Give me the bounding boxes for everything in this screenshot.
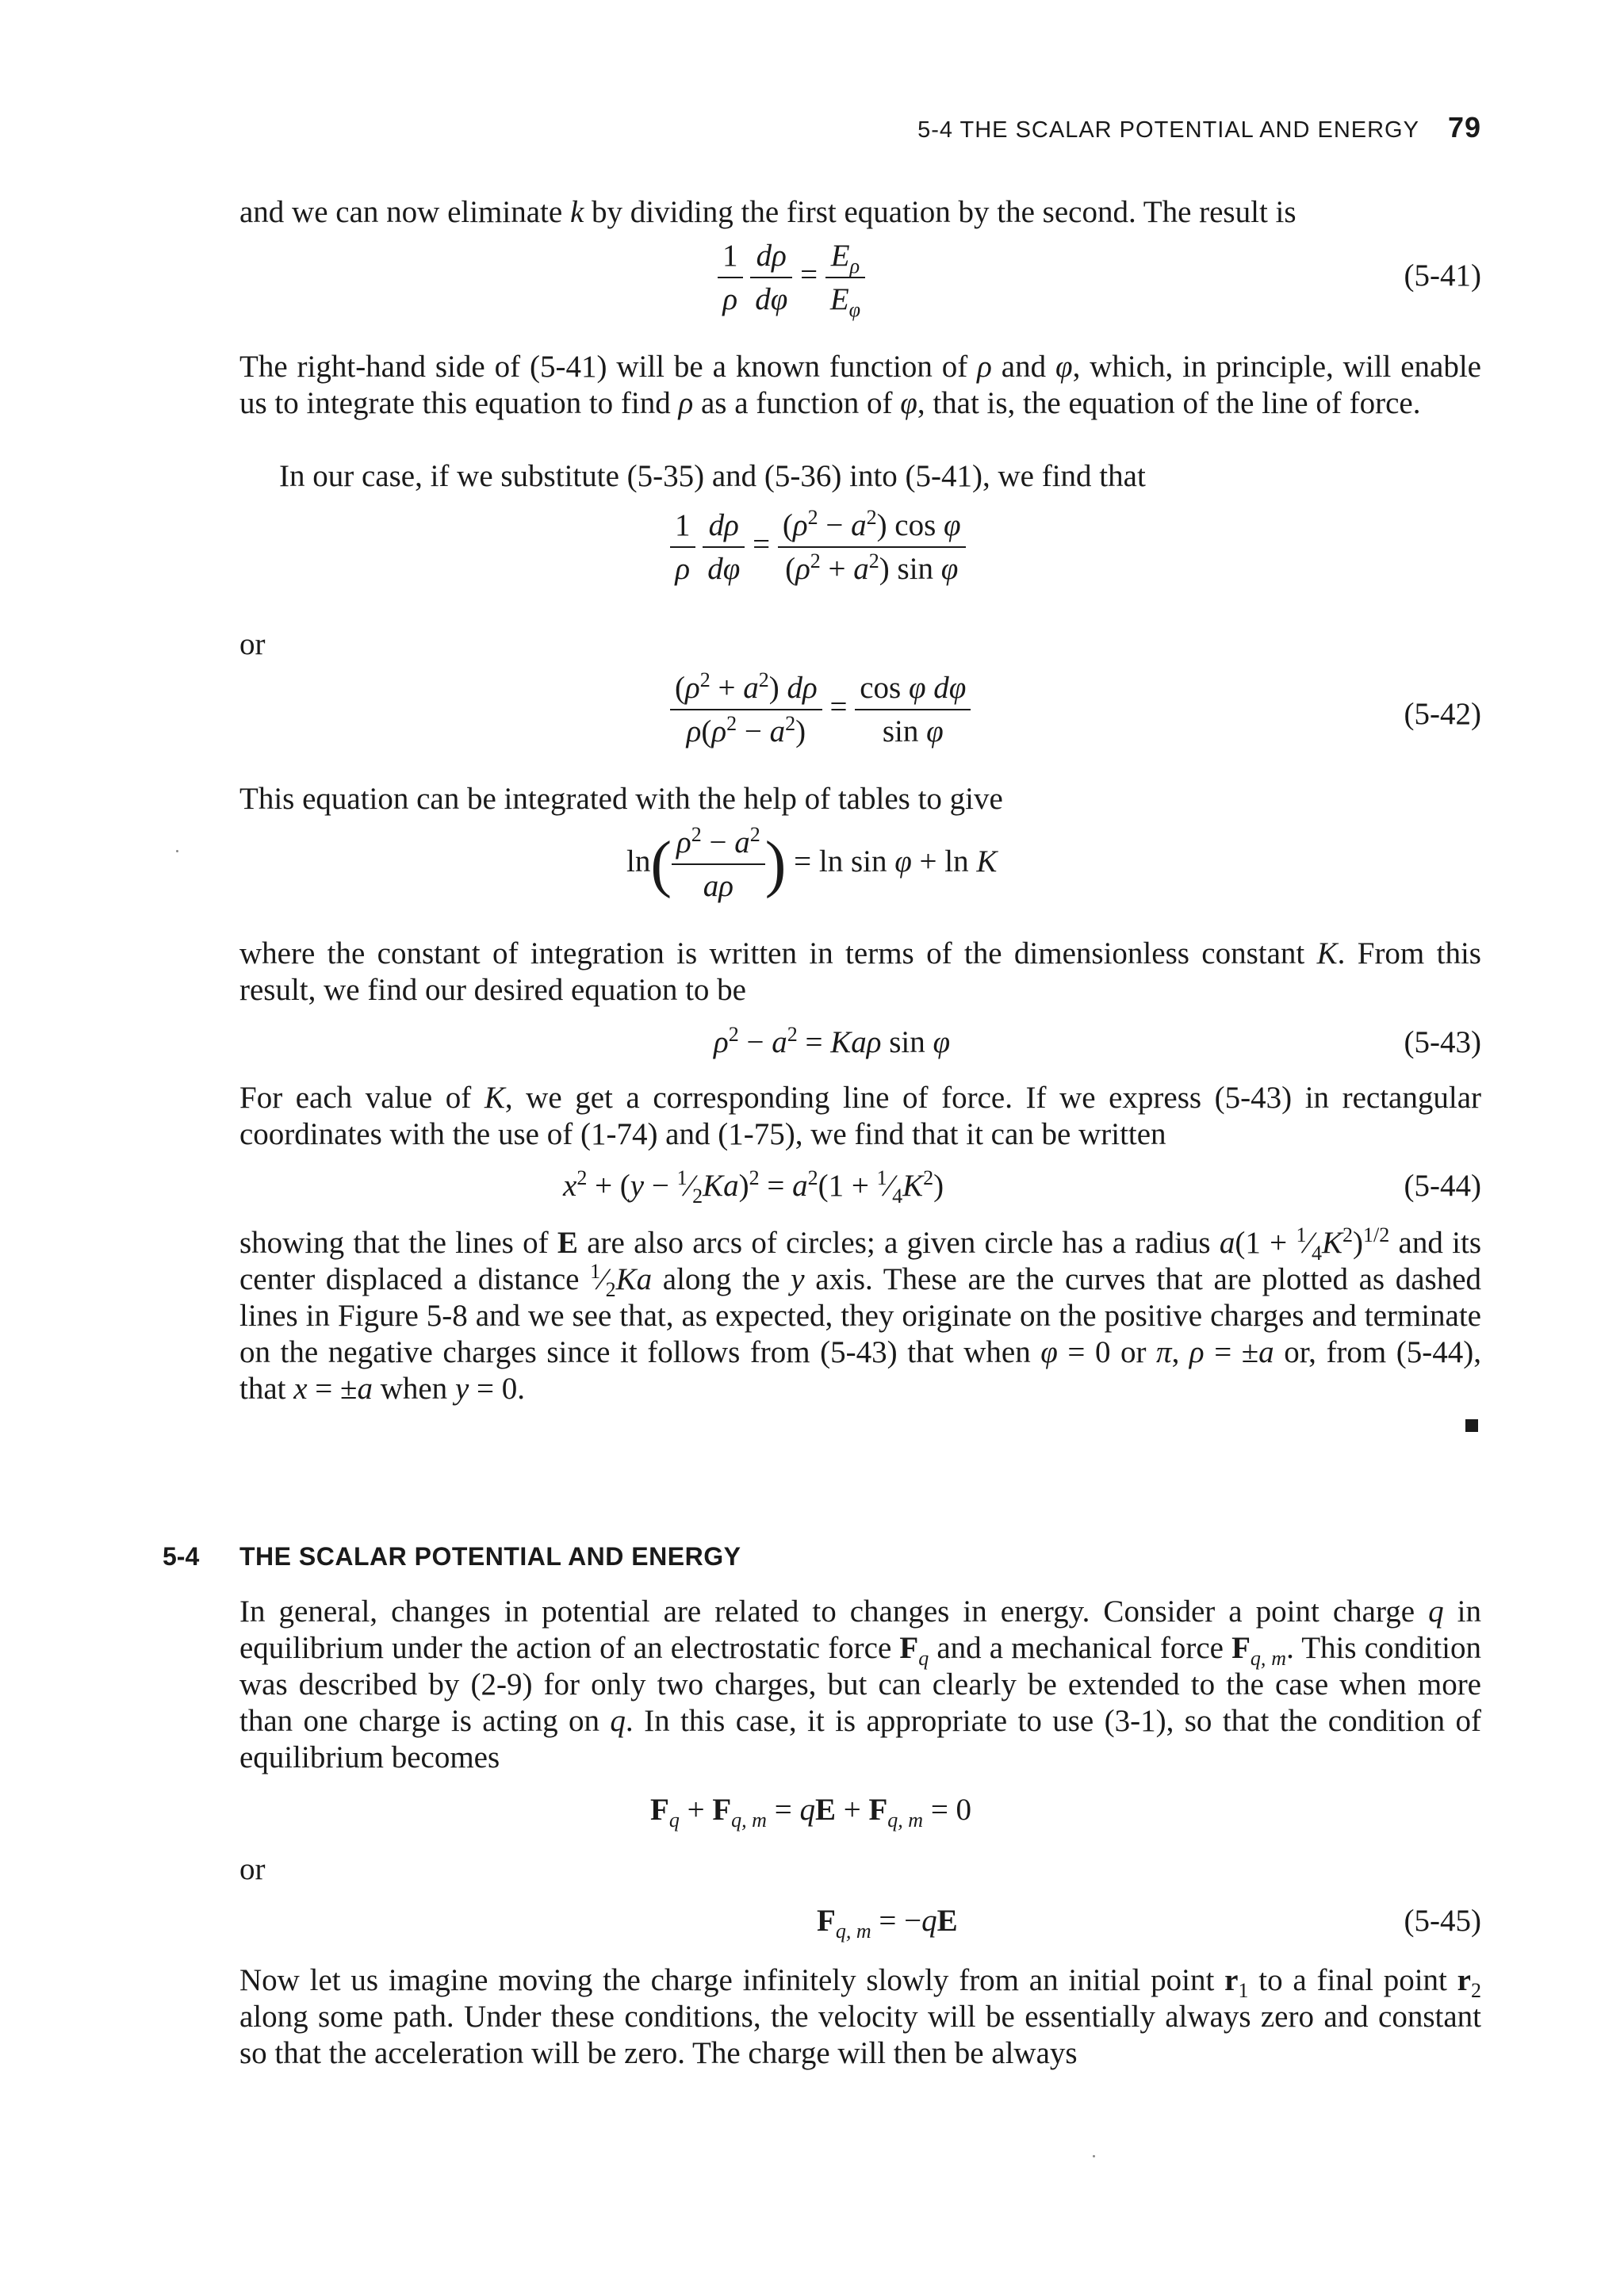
page-number: 79 xyxy=(1447,111,1481,144)
equation-5-41: $\frac{1}{\rho}$ $\frac{d\rho}{d\varphi}$ = $\frac{E_\rho}{E_\varphi}$ xyxy=(718,238,865,317)
paragraph-1: and we can now eliminate k by dividing the first equation by the second. The result is xyxy=(239,195,1297,229)
section-title: THE SCALAR POTENTIAL AND ENERGY xyxy=(239,1542,741,1571)
equation-5-43: $\rho^2 - a^2 = Ka\rho$ sin φ xyxy=(714,1023,951,1059)
end-of-proof-square xyxy=(1465,1419,1478,1432)
equation-number-5-43: (5-43) xyxy=(1404,1025,1481,1059)
equation-5-45: $F_{q, m} = -qE$ xyxy=(817,1904,958,1943)
section-number: 5-4 xyxy=(163,1542,200,1571)
scan-speck xyxy=(1093,2155,1095,2157)
paragraph-7: showing that the lines of E are also arcs of circles; a given circle has a radius $a(1 + ^1⁄_4K^2)^{1/2}$ and its center displaced a distance $^1⁄_2Ka$ along the y axis. These are the curves that are plotted as dashed lines in Figure 5-8 and we see that, as expected, they originate on the positive charges and terminate on the negative charges since it follows from (5-43) that when φ = 0 or π, ρ = ±a or, from (5-44), that x = ±a when y = 0. xyxy=(239,1223,1482,1406)
equation-number-5-44: (5-44) xyxy=(1404,1169,1481,1203)
paragraph-2: The right-hand side of (5-41) will be a known function of ρ and φ, which, in principle, will enable us to integrate this equation to find ρ as a function of φ, that is, the equation of the line of force. xyxy=(239,350,1481,420)
paragraph-8: In general, changes in potential are related to changes in energy. Consider a point charge q in equilibrium under the action of an electrostatic force $F_q$ and a mechanical force $F_{q, m}$. This condition was described by (2-9) for only two charges, but can clearly be extended to the case when more than one charge is acting on q. In this case, it is appropriate to use (3-1), so that the condition of equilibrium becomes xyxy=(239,1594,1481,1774)
equation-5-42: $\frac{(\rho^2 + a^2) d\rho}{\rho(\rho^2 - a^2)}$ = $\frac{\text{cos φ dφ}}{\text{sin φ}}$ xyxy=(670,670,971,749)
equation-integrated: ln( $\frac{\rho^2 - a^2}{a\rho}$ ) = ln sin φ + ln K xyxy=(626,823,998,903)
equation-number-5-45: (5-45) xyxy=(1404,1904,1481,1938)
scan-speck xyxy=(176,850,178,852)
paragraph-5: where the constant of integration is written in terms of the dimensionless constant K. From this result, we find our desired equation to be xyxy=(239,936,1481,1007)
equation-equilibrium: $F_q + F_{q, m}$ = qE + $F_{q, m} = 0$ xyxy=(650,1793,972,1832)
word-or-2: or xyxy=(239,1852,266,1886)
running-header xyxy=(768,111,1481,144)
word-or-1: or xyxy=(239,627,266,661)
equation-number-5-41: (5-41) xyxy=(1404,258,1481,293)
paragraph-4: This equation can be integrated with the help of tables to give xyxy=(239,782,1003,816)
equation-number-5-42: (5-42) xyxy=(1404,697,1481,731)
paragraph-9: Now let us imagine moving the charge infinitely slowly from an initial point $r_1$ to a final point $r_2$ along some path. Under these conditions, the velocity will be essentially always zero and constant so that the acceleration will be zero. The charge will then be always xyxy=(239,1963,1481,2070)
equation-5-44: $x^2 + (y$ − $^1⁄_2Ka)^2 = a^2(1$ + $^1⁄_4K^2$) xyxy=(563,1166,944,1208)
running-title: 5-4 THE SCALAR POTENTIAL AND ENERGY xyxy=(917,117,1419,143)
paragraph-6: For each value of K, we get a corresponding line of force. If we express (5-43) in rectangular coordinates with the use of (1-74) and (1-75), we find that it can be written xyxy=(239,1081,1481,1151)
equation-substituted: $\frac{1}{\rho}$ $\frac{d\rho}{d\varphi}$ = $\frac{(\rho^2 - a^2) \cos \varphi}{(\rho^2 + a^2) \sin \varphi}$ xyxy=(670,507,966,587)
paragraph-3: In our case, if we substitute (5-35) and (5-36) into (5-41), we find that xyxy=(279,459,1146,493)
